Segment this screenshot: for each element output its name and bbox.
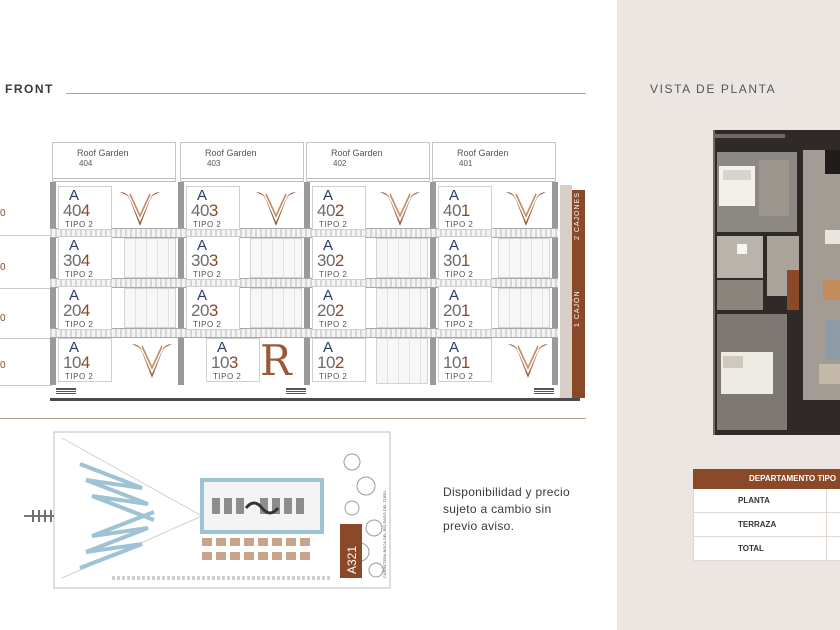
unit-number-last: 3 bbox=[208, 301, 218, 320]
unit-number bbox=[317, 353, 344, 373]
stair-marker-icon bbox=[286, 388, 306, 396]
window-glazing bbox=[124, 288, 176, 328]
unit-tower-letter: A bbox=[323, 287, 334, 304]
unit-tower-letter: A bbox=[69, 287, 80, 304]
roof-railing bbox=[307, 178, 429, 182]
window-glazing bbox=[376, 238, 428, 278]
unit-number-prefix: 20 bbox=[443, 301, 461, 320]
unit-204[interactable] bbox=[58, 286, 112, 330]
departamento-table bbox=[693, 469, 840, 561]
window-glazing bbox=[498, 238, 550, 278]
unit-number-last: 4 bbox=[80, 251, 90, 270]
disclaimer-line: sujeto a cambio sin bbox=[443, 502, 552, 516]
roof-railing bbox=[433, 178, 555, 182]
unit-number-last: 3 bbox=[208, 201, 218, 220]
unit-number-prefix: 30 bbox=[63, 251, 81, 270]
unit-number bbox=[63, 251, 90, 271]
column-divider bbox=[826, 513, 827, 536]
column-divider bbox=[826, 489, 827, 512]
unit-104[interactable] bbox=[58, 338, 112, 382]
roof-garden-label: Roof Garden bbox=[205, 148, 257, 158]
unit-number-prefix: 10 bbox=[211, 353, 229, 372]
unit-tower-letter: A bbox=[197, 187, 208, 204]
unit-type: TIPO 2 bbox=[65, 372, 94, 381]
parking-bar-light bbox=[560, 185, 572, 400]
unit-103[interactable] bbox=[206, 338, 260, 382]
floor-plan-render[interactable] bbox=[713, 130, 840, 435]
unit-303[interactable] bbox=[186, 236, 240, 280]
unit-type: TIPO 2 bbox=[65, 220, 94, 229]
floor-divider bbox=[0, 235, 52, 236]
roof-garden-label: Roof Garden bbox=[457, 148, 509, 158]
roof-garden-number: 401 bbox=[459, 159, 473, 168]
unit-type: TIPO 2 bbox=[193, 320, 222, 329]
unit-203[interactable] bbox=[186, 286, 240, 330]
window-glazing bbox=[124, 238, 176, 278]
unit-number bbox=[443, 301, 470, 321]
roof-garden-label: Roof Garden bbox=[331, 148, 383, 158]
disclaimer-text bbox=[443, 484, 570, 535]
window-glazing bbox=[376, 338, 428, 384]
unit-type: TIPO 2 bbox=[213, 372, 242, 381]
unit-number bbox=[443, 251, 470, 271]
roof-garden-number: 403 bbox=[207, 159, 221, 168]
site-lot-label: A321 bbox=[345, 545, 359, 574]
unit-101[interactable] bbox=[438, 338, 492, 382]
parking-label-upper: 2 CAJONES bbox=[574, 192, 581, 240]
disclaimer-line: Disponibilidad y precio bbox=[443, 485, 570, 499]
sold-logo-icon bbox=[378, 188, 422, 228]
unit-number-prefix: 10 bbox=[317, 353, 335, 372]
roof-railing bbox=[181, 178, 303, 182]
unit-tower-letter: A bbox=[323, 237, 334, 254]
unit-301[interactable] bbox=[438, 236, 492, 280]
column-divider bbox=[826, 537, 827, 560]
unit-302[interactable] bbox=[312, 236, 366, 280]
stair-marker-icon bbox=[56, 388, 76, 396]
row-label: TERRAZA bbox=[738, 520, 777, 529]
vista-title: VISTA DE PLANTA bbox=[650, 82, 777, 96]
departamento-row-planta bbox=[693, 489, 840, 513]
unit-number-prefix: 30 bbox=[443, 251, 461, 270]
roof-garden-number: 402 bbox=[333, 159, 347, 168]
unit-number bbox=[317, 201, 344, 221]
ground-line bbox=[50, 398, 580, 401]
sold-logo-icon bbox=[118, 188, 162, 228]
unit-number-prefix: 10 bbox=[443, 353, 461, 372]
unit-tower-letter: A bbox=[449, 287, 460, 304]
roof-garden-403[interactable] bbox=[180, 142, 304, 182]
unit-number-last: 1 bbox=[460, 251, 470, 270]
unit-number bbox=[317, 301, 344, 321]
building-elevation bbox=[50, 140, 558, 400]
site-road-label: CARRETERA BOCA DEL RÍO PASO DEL TORO bbox=[382, 491, 387, 578]
unit-number-last: 2 bbox=[334, 353, 344, 372]
parking-label-lower: 1 CAJÓN bbox=[574, 290, 581, 327]
unit-number-prefix: 20 bbox=[63, 301, 81, 320]
section-divider bbox=[0, 418, 586, 419]
unit-tower-letter: A bbox=[197, 287, 208, 304]
disclaimer-line: previo aviso. bbox=[443, 519, 515, 533]
unit-number bbox=[191, 201, 218, 221]
unit-tower-letter: A bbox=[449, 187, 460, 204]
unit-304[interactable] bbox=[58, 236, 112, 280]
sold-logo-icon bbox=[506, 340, 550, 380]
row-label: PLANTA bbox=[738, 496, 770, 505]
roof-garden-402[interactable] bbox=[306, 142, 430, 182]
unit-type: TIPO 2 bbox=[445, 320, 474, 329]
departamento-table-header: DEPARTAMENTO TIPO bbox=[693, 469, 840, 489]
roof-garden-404[interactable] bbox=[52, 142, 176, 182]
row-label: TOTAL bbox=[738, 544, 764, 553]
unit-type: TIPO 2 bbox=[65, 320, 94, 329]
unit-number bbox=[63, 201, 90, 221]
window-glazing bbox=[250, 288, 302, 328]
unit-type: TIPO 2 bbox=[193, 220, 222, 229]
roof-garden-number: 404 bbox=[79, 159, 93, 168]
floor-divider bbox=[0, 385, 52, 386]
unit-402[interactable] bbox=[312, 186, 366, 230]
unit-number-prefix: 40 bbox=[317, 201, 335, 220]
unit-tower-letter: A bbox=[197, 237, 208, 254]
floor-label-4: 0 bbox=[0, 208, 6, 219]
window-glazing bbox=[498, 288, 550, 328]
unit-number-prefix: 40 bbox=[191, 201, 209, 220]
sold-logo-icon bbox=[130, 340, 174, 380]
unit-number-prefix: 10 bbox=[63, 353, 81, 372]
unit-tower-letter: A bbox=[449, 339, 460, 356]
sold-logo-icon bbox=[254, 188, 298, 228]
unit-number-last: 2 bbox=[334, 251, 344, 270]
front-title: FRONT bbox=[5, 82, 54, 96]
unit-number-prefix: 40 bbox=[63, 201, 81, 220]
floor-divider bbox=[0, 288, 52, 289]
unit-number-last: 3 bbox=[208, 251, 218, 270]
unit-number-last: 2 bbox=[334, 301, 344, 320]
unit-tower-letter: A bbox=[323, 187, 334, 204]
unit-number bbox=[63, 353, 90, 373]
roof-garden-label: Roof Garden bbox=[77, 148, 129, 158]
unit-number bbox=[63, 301, 90, 321]
unit-tower-letter: A bbox=[323, 339, 334, 356]
unit-type: TIPO 2 bbox=[445, 220, 474, 229]
unit-number bbox=[211, 353, 238, 373]
unit-number-last: 1 bbox=[460, 301, 470, 320]
unit-number-last: 1 bbox=[460, 353, 470, 372]
unit-type: TIPO 2 bbox=[193, 270, 222, 279]
unit-number bbox=[443, 353, 470, 373]
front-title-rule bbox=[66, 93, 586, 94]
departamento-row-terraza bbox=[693, 513, 840, 537]
unit-number-prefix: 30 bbox=[317, 251, 335, 270]
unit-type: TIPO 2 bbox=[445, 270, 474, 279]
floor-label-1: 0 bbox=[0, 360, 6, 371]
departamento-row-total bbox=[693, 537, 840, 561]
roof-garden-401[interactable] bbox=[432, 142, 556, 182]
stair-marker-icon bbox=[534, 388, 554, 396]
unit-102[interactable] bbox=[312, 338, 366, 382]
unit-type: TIPO 2 bbox=[319, 220, 348, 229]
unit-type: TIPO 2 bbox=[319, 320, 348, 329]
unit-number-prefix: 40 bbox=[443, 201, 461, 220]
unit-number-last: 4 bbox=[80, 301, 90, 320]
unit-number-last: 2 bbox=[334, 201, 344, 220]
unit-type: TIPO 2 bbox=[319, 372, 348, 381]
sold-logo-icon bbox=[504, 188, 548, 228]
unit-403[interactable] bbox=[186, 186, 240, 230]
unit-type: TIPO 2 bbox=[445, 372, 474, 381]
unit-tower-letter: A bbox=[69, 237, 80, 254]
unit-number bbox=[443, 201, 470, 221]
unit-number-last: 1 bbox=[460, 201, 470, 220]
unit-number-last: 3 bbox=[228, 353, 238, 372]
floor-label-3: 0 bbox=[0, 262, 6, 273]
reserved-mark: R bbox=[260, 336, 292, 385]
floor-divider bbox=[0, 338, 52, 339]
unit-number-prefix: 20 bbox=[317, 301, 335, 320]
unit-tower-letter: A bbox=[217, 339, 228, 356]
site-plan[interactable] bbox=[22, 428, 394, 594]
unit-number bbox=[191, 251, 218, 271]
unit-number-last: 4 bbox=[80, 201, 90, 220]
unit-404[interactable] bbox=[58, 186, 112, 230]
unit-tower-letter: A bbox=[69, 187, 80, 204]
unit-type: TIPO 2 bbox=[65, 270, 94, 279]
window-glazing bbox=[250, 238, 302, 278]
floor-label-2: 0 bbox=[0, 313, 6, 324]
window-glazing bbox=[376, 288, 428, 328]
unit-number-prefix: 20 bbox=[191, 301, 209, 320]
roof-railing bbox=[53, 178, 175, 182]
unit-number-prefix: 30 bbox=[191, 251, 209, 270]
unit-tower-letter: A bbox=[69, 339, 80, 356]
unit-201[interactable] bbox=[438, 286, 492, 330]
unit-type: TIPO 2 bbox=[319, 270, 348, 279]
unit-number bbox=[317, 251, 344, 271]
unit-401[interactable] bbox=[438, 186, 492, 230]
unit-202[interactable] bbox=[312, 286, 366, 330]
unit-number bbox=[191, 301, 218, 321]
unit-number-last: 4 bbox=[80, 353, 90, 372]
unit-tower-letter: A bbox=[449, 237, 460, 254]
